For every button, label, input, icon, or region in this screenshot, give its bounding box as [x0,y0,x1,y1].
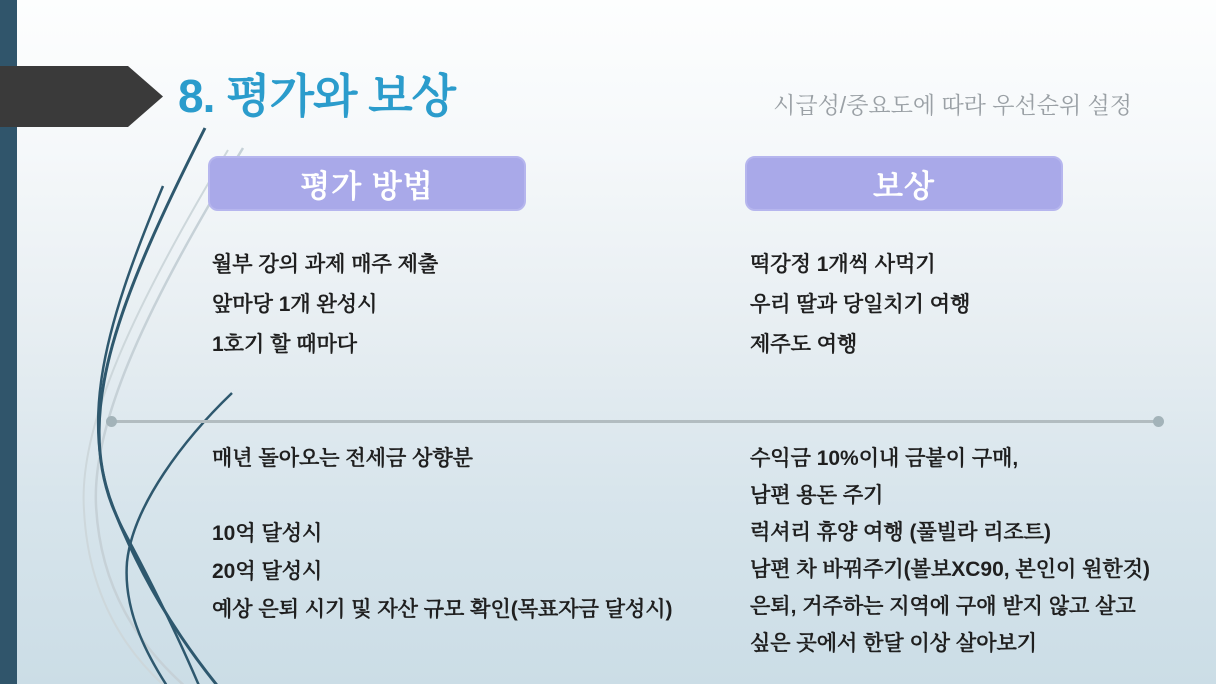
list-item: 우리 딸과 당일치기 여행 [750,293,971,316]
evaluation-top-list [212,245,438,365]
list-item: 싶은 곳에서 한달 이상 살아보기 [750,632,1038,655]
header-box-evaluation-label: 평가 방법 [300,169,434,204]
list-item: 매년 돌아오는 전세금 상향분 [212,447,473,470]
reward-top-list [750,245,970,365]
list-item: 럭셔리 휴양 여행 (풀빌라 리조트) [750,521,1052,544]
divider-rule [110,420,1160,423]
list-item: 은퇴, 거주하는 지역에 구애 받지 않고 살고 [750,595,1136,618]
header-box-evaluation [208,156,526,211]
divider-endpoint-right [1153,416,1164,427]
evaluation-bottom-list [212,440,673,629]
list-item: 남편 용돈 주기 [750,484,884,507]
list-item: 떡강정 1개씩 사먹기 [750,253,936,276]
list-item: 1호기 할 때마다 [212,333,358,356]
slide-subtitle: 시급성/중요도에 따라 우선순위 설정 [773,92,1132,118]
list-item: 월부 강의 과제 매주 제출 [212,253,439,276]
swoosh-curve-dark-2 [98,186,203,684]
slide-title: 8. 평가와 보상 [178,70,456,122]
divider-endpoint-left [106,416,117,427]
list-item: 제주도 여행 [750,333,858,356]
reward-bottom-list [750,440,1150,662]
list-item: 수익금 10%이내 금붙이 구매, [750,447,1019,470]
list-item: 남편 차 바꿔주기(볼보XC90, 본인이 원한것) [750,558,1150,581]
header-box-reward [745,156,1063,211]
list-item: 10억 달성시 [212,522,323,545]
list-item: 20억 달성시 [212,560,323,583]
list-item: 예상 은퇴 시기 및 자산 규모 확인(목표자금 달성시) [212,598,673,621]
list-item: 앞마당 1개 완성시 [212,293,378,316]
divider-line [106,416,1164,426]
header-box-reward-label: 보상 [873,169,935,204]
